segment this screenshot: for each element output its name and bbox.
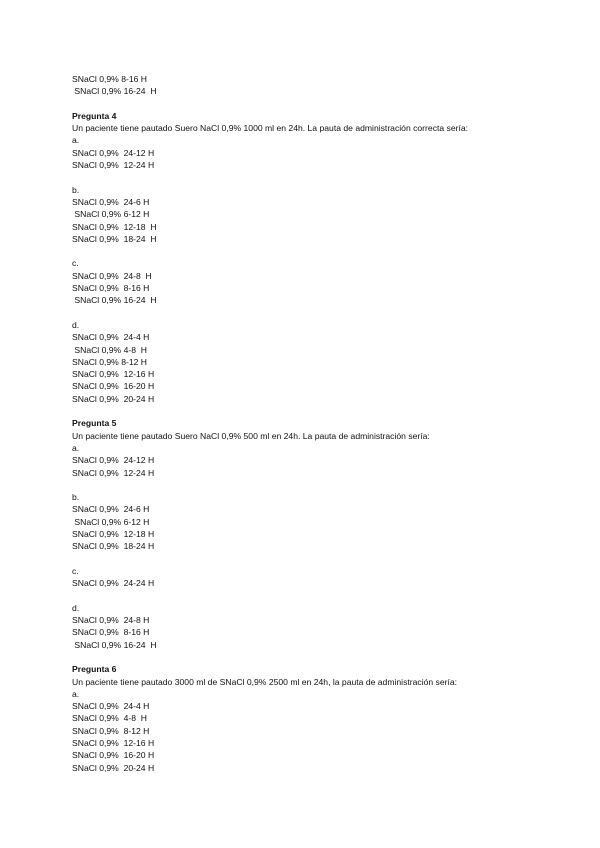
dose-line: SNaCl 0,9% 24-8 H xyxy=(72,270,152,281)
question-text: Un paciente tiene pautado 3000 ml de SNaCl 0,9% 2500 ml en 24h, la pauta de administración sería: xyxy=(72,676,458,687)
dose-line: SNaCl 0,9% 16-24 H xyxy=(72,86,157,97)
dose-line: SNaCl 0,9% 16-24 H xyxy=(72,295,157,306)
dose-line: SNaCl 0,9% 16-24 H xyxy=(72,639,157,650)
dose-line: SNaCl 0,9% 12-24 H xyxy=(72,467,155,478)
dose-line: SNaCl 0,9% 4-8 H xyxy=(72,713,147,724)
question-title: Pregunta 4 xyxy=(72,110,117,121)
dose-line: SNaCl 0,9% 20-24 H xyxy=(72,393,155,404)
option-letter: c. xyxy=(72,258,79,269)
question-5 xyxy=(72,417,572,651)
dose-line: SNaCl 0,9% 24-6 H xyxy=(72,504,150,515)
question-title: Pregunta 6 xyxy=(72,664,117,675)
dose-line: SNaCl 0,9% 8-16 H xyxy=(72,283,150,294)
document-page xyxy=(72,73,572,774)
dose-line: SNaCl 0,9% 8-12 H xyxy=(72,725,150,736)
dose-line: SNaCl 0,9% 8-12 H xyxy=(72,356,147,367)
option-letter: b. xyxy=(72,492,80,503)
question-text: Un paciente tiene pautado Suero NaCl 0,9% 1000 ml en 24h. La pauta de administración correcta sería: xyxy=(72,123,469,134)
dose-line: SNaCl 0,9% 12-18 H xyxy=(72,528,155,539)
dose-line: SNaCl 0,9% 18-24 H xyxy=(72,541,155,552)
option-letter: a. xyxy=(72,135,80,146)
option-letter: b. xyxy=(72,184,80,195)
option-letter: d. xyxy=(72,602,80,613)
dose-line: SNaCl 0,9% 24-12 H xyxy=(72,455,155,466)
dose-line: SNaCl 0,9% 6-12 H xyxy=(72,209,150,220)
dose-line: SNaCl 0,9% 12-16 H xyxy=(72,369,155,380)
dose-line: SNaCl 0,9% 6-12 H xyxy=(72,516,150,527)
dose-line: SNaCl 0,9% 4-8 H xyxy=(72,344,147,355)
dose-line: SNaCl 0,9% 24-4 H xyxy=(72,701,150,712)
dose-line: SNaCl 0,9% 8-16 H xyxy=(72,627,150,638)
question-text: Un paciente tiene pautado Suero NaCl 0,9% 500 ml en 24h. La pauta de administración sería: xyxy=(72,430,430,441)
dose-line: SNaCl 0,9% 18-24 H xyxy=(72,233,157,244)
dose-line: SNaCl 0,9% 24-4 H xyxy=(72,332,150,343)
option-letter: a. xyxy=(72,688,80,699)
dose-line: SNaCl 0,9% 24-8 H xyxy=(72,615,150,626)
question-4 xyxy=(72,110,572,405)
dose-line: SNaCl 0,9% 24-6 H xyxy=(72,196,150,207)
dose-line: SNaCl 0,9% 12-18 H xyxy=(72,221,157,232)
dose-line: SNaCl 0,9% 24-24 H xyxy=(72,578,155,589)
option-letter: d. xyxy=(72,319,80,330)
intro-block xyxy=(72,73,572,98)
question-title: Pregunta 5 xyxy=(72,418,117,429)
dose-line: SNaCl 0,9% 12-24 H xyxy=(72,160,155,171)
question-6 xyxy=(72,663,572,774)
dose-line: SNaCl 0,9% 12-16 H xyxy=(72,738,155,749)
dose-line: SNaCl 0,9% 24-12 H xyxy=(72,147,155,158)
dose-line: SNaCl 0,9% 16-20 H xyxy=(72,381,155,392)
option-letter: a. xyxy=(72,442,80,453)
dose-line: SNaCl 0,9% 8-16 H xyxy=(72,74,147,84)
dose-line: SNaCl 0,9% 20-24 H xyxy=(72,762,155,773)
option-letter: c. xyxy=(72,565,79,576)
dose-line: SNaCl 0,9% 16-20 H xyxy=(72,750,155,761)
